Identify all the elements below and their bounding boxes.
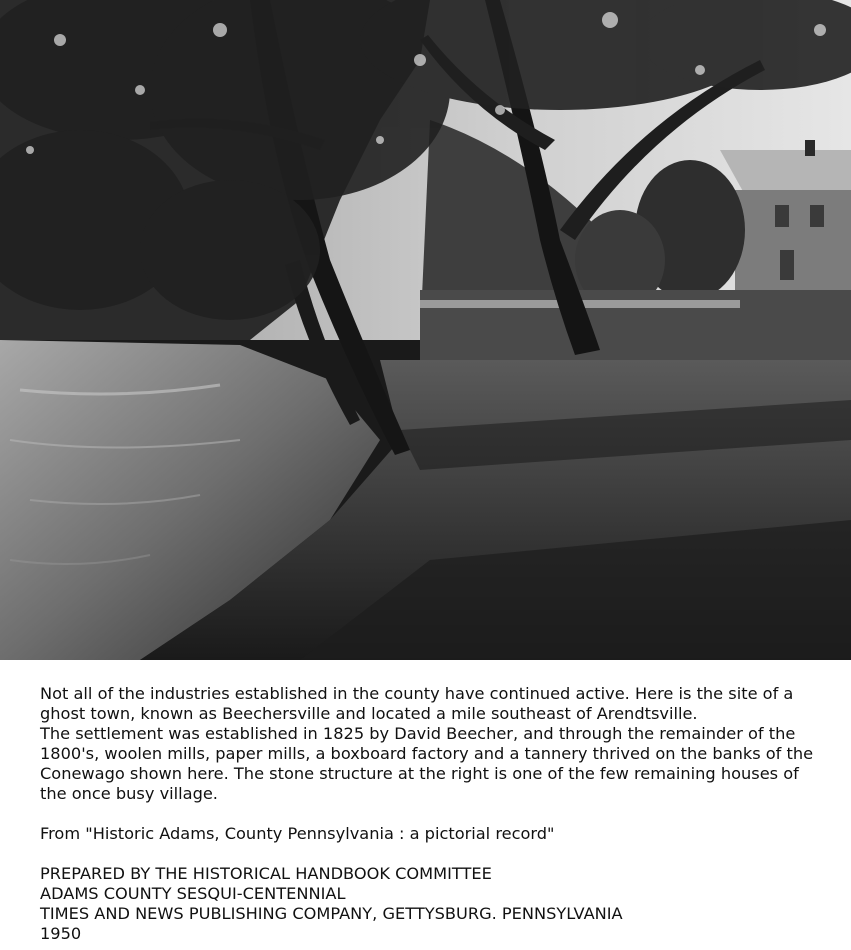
source-citation: From "Historic Adams, County Pennsylvania : a pictorial record" [40, 824, 555, 843]
caption-paragraph-2: The settlement was established in 1825 by David Beecher, and through the remainder of the 1800's, woolen mills, paper mills, a boxboard factory and a tannery thrived on the banks of the Conewago shown here. The stone structure at the right is one of the few remaining houses of the once busy village. [40, 724, 814, 803]
caption-paragraph-1: Not all of the industries established in the county have continued active. Here is the site of a ghost town, known as Beechersville and located a mile southeast of Arendtsville. [40, 684, 794, 723]
credit-line-publisher: TIMES AND NEWS PUBLISHING COMPANY, GETTYSBURG. PENNSYLVANIA [40, 904, 623, 923]
credit-line-year: 1950 [40, 924, 82, 943]
caption-block [40, 684, 830, 944]
credit-line-sesquicentennial: ADAMS COUNTY SESQUI-CENTENNIAL [40, 884, 346, 903]
credit-line-committee: PREPARED BY THE HISTORICAL HANDBOOK COMMITTEE [40, 864, 492, 883]
